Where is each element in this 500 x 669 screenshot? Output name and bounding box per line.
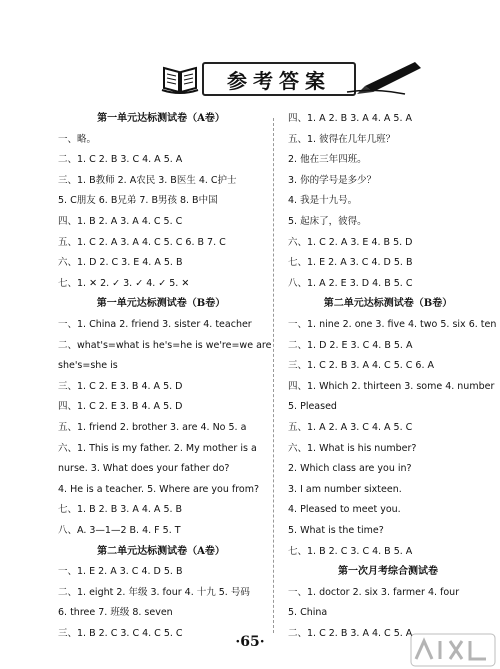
answer-line: 5. Pleased [288, 401, 337, 413]
watermark-logo [410, 633, 496, 667]
answer-line: 一、1. China 2. friend 3. sister 4. teacher [58, 319, 252, 330]
page-number: ·65· [235, 634, 265, 650]
answer-line: 五、1. 彼得在几年几班？ [288, 133, 396, 145]
answer-line: 三、1. B 2. C 3. C 4. C 5. C [58, 628, 183, 639]
answer-line: 三、1. C 2. B 3. A 4. C 5. C 6. A [288, 360, 435, 372]
answer-line: 四、1. C 2. E 3. B 4. A 5. D [58, 401, 183, 413]
answer-line: 八、A. 3—1—2 B. 4. F 5. T [58, 525, 181, 536]
answer-line: 四、1. B 2. A 3. A 4. C 5. C [58, 216, 183, 227]
answer-line: 一、略。 [58, 133, 97, 145]
answer-line: 二、1. eight 2. 年级 3. four 4. 十九 5. 号码 [58, 586, 250, 598]
answer-line: 五、1. C 2. A 3. A 4. C 5. C 6. B 7. C [58, 236, 226, 248]
answer-line: nurse. 3. What does your father do? [58, 463, 230, 475]
page-title: 参考答案 [202, 62, 356, 96]
open-book-icon [160, 60, 200, 96]
section-heading: 第一单元达标测试卷（B卷） [96, 298, 226, 310]
answer-line: 三、1. C 2. E 3. B 4. A 5. D [58, 380, 183, 392]
answer-line: 4. He is a teacher. 5. Where are you from? [58, 483, 260, 495]
answer-line: 2. 他在三年四班。 [288, 154, 367, 166]
answer-line: 5. What is the time? [288, 525, 384, 536]
answer-line: 一、1. doctor 2. six 3. farmer 4. four [288, 586, 460, 598]
answer-line: 三、1. B教师 2. A农民 3. B医生 4. C护士 [58, 174, 237, 186]
answer-line: 二、1. C 2. B 3. C 4. A 5. A [58, 154, 183, 166]
answer-key-header [150, 56, 360, 100]
answer-line: 六、1. This is my father. 2. My mother is a [58, 442, 257, 454]
column-divider [273, 118, 274, 633]
section-heading: 第二单元达标测试卷（A卷） [97, 545, 225, 557]
answer-line: 2. Which class are you in? [288, 463, 412, 475]
answer-line: she's=she is [58, 360, 118, 372]
answer-line: 5. China [288, 607, 328, 619]
answer-line: 一、1. E 2. A 3. C 4. D 5. B [58, 566, 183, 578]
section-heading: 第一单元达标测试卷（A卷） [97, 113, 225, 124]
answer-line: 七、1. B 2. B 3. A 4. A 5. B [58, 504, 183, 516]
answer-line: 四、1. Which 2. thirteen 3. some 4. number [288, 380, 495, 392]
answer-line: 二、1. C 2. B 3. A 4. C 5. A [288, 628, 413, 639]
answer-line: 6. three 7. 班级 8. seven [58, 607, 173, 619]
answer-line: 一、1. nine 2. one 3. five 4. two 5. six 6. ten [288, 319, 497, 330]
answer-line: 5. C朋友 6. B兄弟 7. B男孩 8. B中国 [58, 195, 218, 207]
answer-line: 五、1. A 2. A 3. C 4. A 5. C [288, 422, 413, 433]
section-heading: 第二单元达标测试卷（B卷） [323, 298, 453, 310]
answer-line: 4. Pleased to meet you. [288, 504, 401, 516]
answer-line: 3. I am number sixteen. [288, 483, 402, 495]
answer-line: 六、1. C 2. A 3. E 4. B 5. D [288, 236, 413, 248]
answer-line: 五、1. friend 2. brother 3. are 4. No 5. a [58, 422, 247, 433]
answer-line: 二、1. D 2. E 3. C 4. B 5. A [288, 339, 413, 351]
answer-line: 七、1. ✕ 2. ✓ 3. ✓ 4. ✓ 5. ✕ [58, 277, 190, 289]
fountain-pen-icon [345, 56, 435, 96]
answer-line: 六、1. D 2. C 3. E 4. A 5. B [58, 257, 183, 269]
answer-line: 四、1. A 2. B 3. A 4. A 5. A [288, 113, 413, 124]
answer-line: 六、1. What is his number? [288, 442, 417, 454]
answer-line: 七、1. E 2. A 3. C 4. D 5. B [288, 257, 413, 269]
answer-line: 3. 你的学号是多少？ [288, 174, 377, 186]
answer-line: 4. 我是十九号。 [288, 195, 358, 207]
answer-line: 八、1. A 2. E 3. D 4. B 5. C [288, 277, 413, 289]
answer-line: 二、what's=what is he's=he is we're=we are [58, 339, 272, 351]
answer-line: 5. 起床了，彼得。 [288, 216, 367, 227]
answer-line: 七、1. B 2. C 3. C 4. B 5. A [288, 545, 413, 557]
section-heading: 第一次月考综合测试卷 [338, 566, 438, 578]
